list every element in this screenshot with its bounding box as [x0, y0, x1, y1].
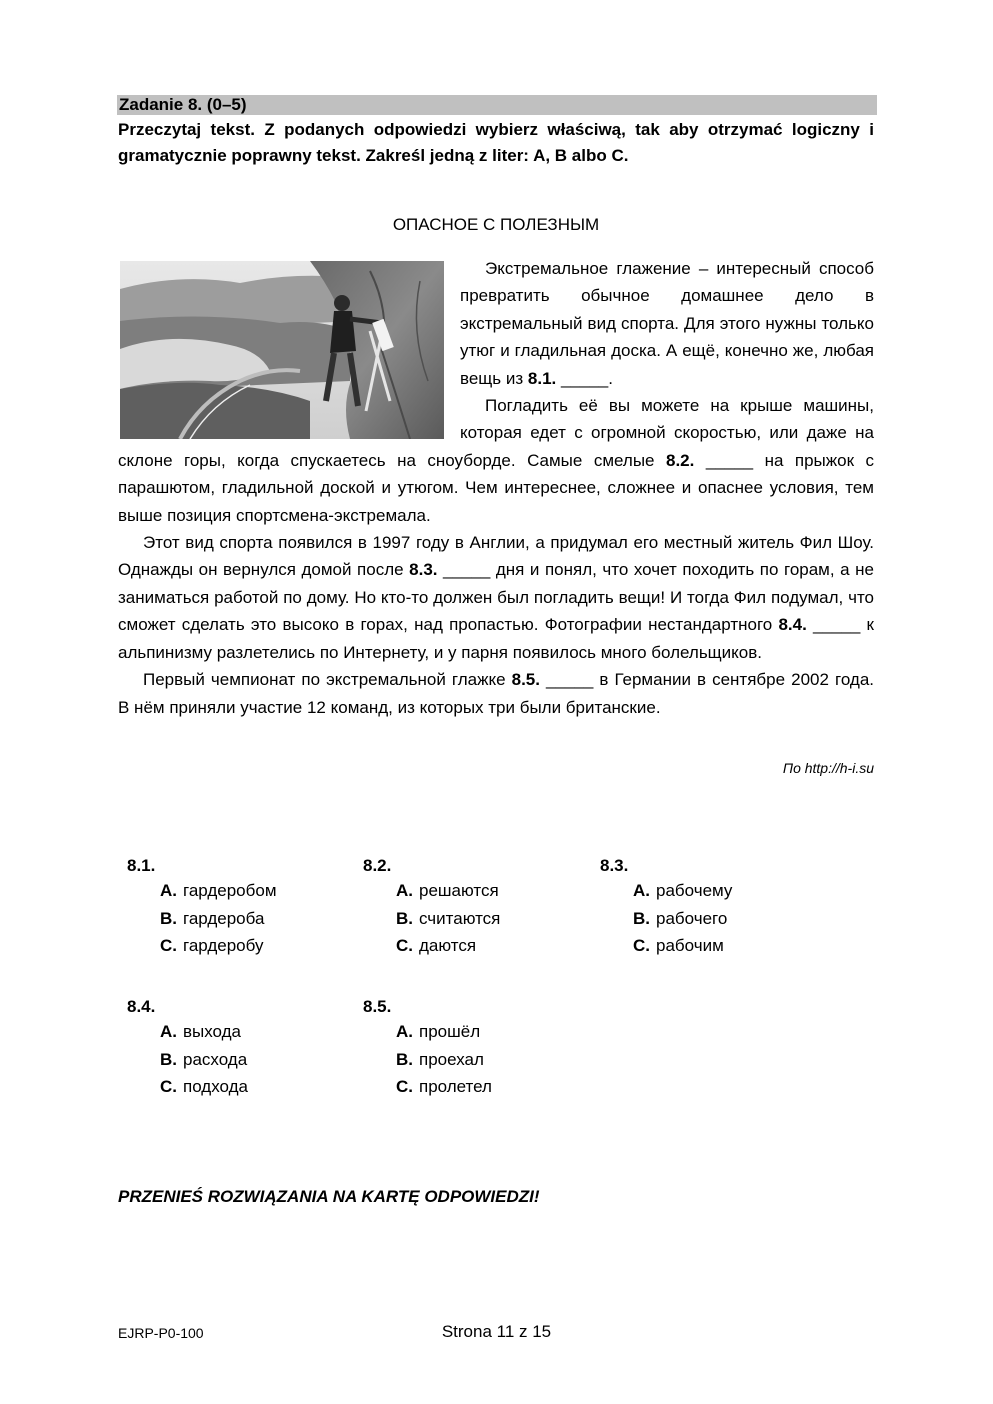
option-letter: C. — [396, 936, 413, 955]
option-letter: A. — [396, 881, 413, 900]
option-text: пролетел — [419, 1077, 492, 1096]
option-text: прошёл — [419, 1022, 481, 1041]
paragraph-3-text-a: Этот вид спорта появился в 1997 году в Англии, а придумал его местный житель Фил Шоу. Однажды он вернулся домой после — [118, 533, 874, 580]
option-letter: C. — [160, 1077, 177, 1096]
question-number: 8.3. — [600, 856, 629, 875]
question-8-4 — [127, 996, 248, 1101]
exam-code: EJRP-P0-100 — [118, 1325, 204, 1341]
gap-8-4-label: 8.4. — [778, 615, 807, 635]
option-letter: B. — [160, 1049, 177, 1069]
option-b[interactable] — [127, 1046, 248, 1074]
option-b[interactable] — [363, 1046, 492, 1074]
paragraph-2-text-a: Погладить её вы можете на крыше машины, которая едет с огромной скоростью, или даже на склоне горы, когда спускаетесь на сноуборде. Самые смелые — [118, 396, 874, 470]
transfer-answers-note: PRZENIEŚ ROZWIĄZANIA NA KARTĘ ODPOWIEDZI! — [118, 1187, 540, 1206]
source-citation: По http://h-i.su — [782, 760, 874, 776]
paragraph-3-text-b: _____ дня и понял, что хочет походить по горам, а не заниматься работой по дому. Но кто-то должен был погладить вещи! И тогда Фил подумал, что сможет сделать это высоко в горах, над пропастью. Фотографии нестандартного — [118, 560, 874, 635]
option-letter: A. — [396, 1022, 413, 1041]
article-title: ОПАСНОЕ С ПОЛЕЗНЫМ — [392, 215, 600, 234]
task-instruction: Przeczytaj tekst. Z podanych odpowiedzi wybierz właściwą, tak aby otrzymać logiczny i gramatycznie poprawny tekst. Zakreśl jedną z liter: A, B albo C. — [118, 120, 874, 165]
option-text: выхода — [183, 1022, 242, 1041]
option-letter: A. — [633, 881, 650, 900]
option-a[interactable] — [363, 877, 500, 905]
option-letter: B. — [396, 1049, 413, 1069]
option-c[interactable] — [127, 1073, 248, 1101]
paragraph-2-text-b: _____ на прыжок с парашютом, гладильной доской и утюгом. Чем интереснее, сложнее и опаснее условия, тем выше позиция спортсмена-экстремала. — [118, 450, 875, 525]
question-number: 8.2. — [363, 856, 392, 875]
task-header: Zadanie 8. (0–5) — [117, 95, 877, 115]
paragraph-4 — [118, 666, 874, 721]
paragraph-4-text-b: _____ в Германии в сентябре 2002 года. В нём приняли участие 12 команд, из которых три были британские. — [118, 670, 874, 717]
option-text: рабочего — [656, 908, 728, 928]
question-number: 8.4. — [127, 997, 156, 1016]
question-number: 8.1. — [127, 856, 156, 875]
question-8-5 — [363, 996, 492, 1101]
option-b[interactable] — [363, 905, 500, 933]
question-number: 8.5. — [363, 997, 392, 1016]
option-a[interactable] — [127, 877, 277, 905]
option-text: решаются — [419, 881, 499, 900]
option-c[interactable] — [600, 932, 732, 960]
option-text: гардеробом — [183, 881, 277, 900]
option-a[interactable] — [600, 877, 732, 905]
option-letter: B. — [633, 908, 650, 928]
option-text: расхода — [183, 1049, 248, 1069]
option-letter: A. — [160, 881, 177, 900]
option-c[interactable] — [363, 932, 500, 960]
option-letter: C. — [160, 936, 177, 955]
option-a[interactable] — [127, 1018, 248, 1046]
option-b[interactable] — [127, 905, 277, 933]
option-letter: B. — [160, 908, 177, 928]
paragraph-4-text-a: Первый чемпионат по экстремальной глажке — [143, 670, 512, 690]
paragraph-1-text-b: _____. — [556, 368, 613, 388]
question-8-3 — [600, 855, 732, 960]
option-letter: C. — [633, 936, 650, 955]
gap-8-2-label: 8.2. — [665, 450, 695, 470]
option-text: гардеробу — [183, 936, 264, 955]
option-c[interactable] — [127, 932, 277, 960]
gap-8-1-label: 8.1. — [527, 368, 557, 388]
option-text: даются — [419, 936, 477, 955]
option-text: рабочим — [656, 936, 724, 955]
paragraph-3 — [118, 529, 874, 666]
option-letter: B. — [396, 908, 413, 928]
option-text: подхода — [183, 1077, 248, 1096]
option-letter: C. — [396, 1077, 413, 1096]
paragraph-1-text-a: Экстремальное глажение – интересный способ превратить обычное домашнее дело в экстремальный вид спорта. Для этого нужны только утюг и гладильная доска. А ещё, конечно же, любая вещь из — [460, 259, 874, 388]
gap-8-5-label: 8.5. — [511, 670, 540, 690]
option-text: рабочему — [656, 881, 733, 900]
article-body — [118, 255, 874, 721]
option-a[interactable] — [363, 1018, 492, 1046]
option-letter: A. — [160, 1022, 177, 1041]
paragraph-3-text-c: _____ к альпинизму разлетелись по Интернету, и у парня появилось много болельщиков. — [118, 615, 874, 662]
page-number: Strona 11 z 15 — [441, 1322, 552, 1341]
option-text: гардероба — [183, 908, 265, 928]
option-text: проехал — [419, 1049, 484, 1069]
question-8-1 — [127, 855, 277, 960]
question-8-2 — [363, 855, 500, 960]
option-text: считаются — [419, 908, 501, 928]
option-c[interactable] — [363, 1073, 492, 1101]
gap-8-3-label: 8.3. — [409, 560, 438, 580]
climber-ironing-photo — [120, 261, 444, 439]
option-b[interactable] — [600, 905, 732, 933]
